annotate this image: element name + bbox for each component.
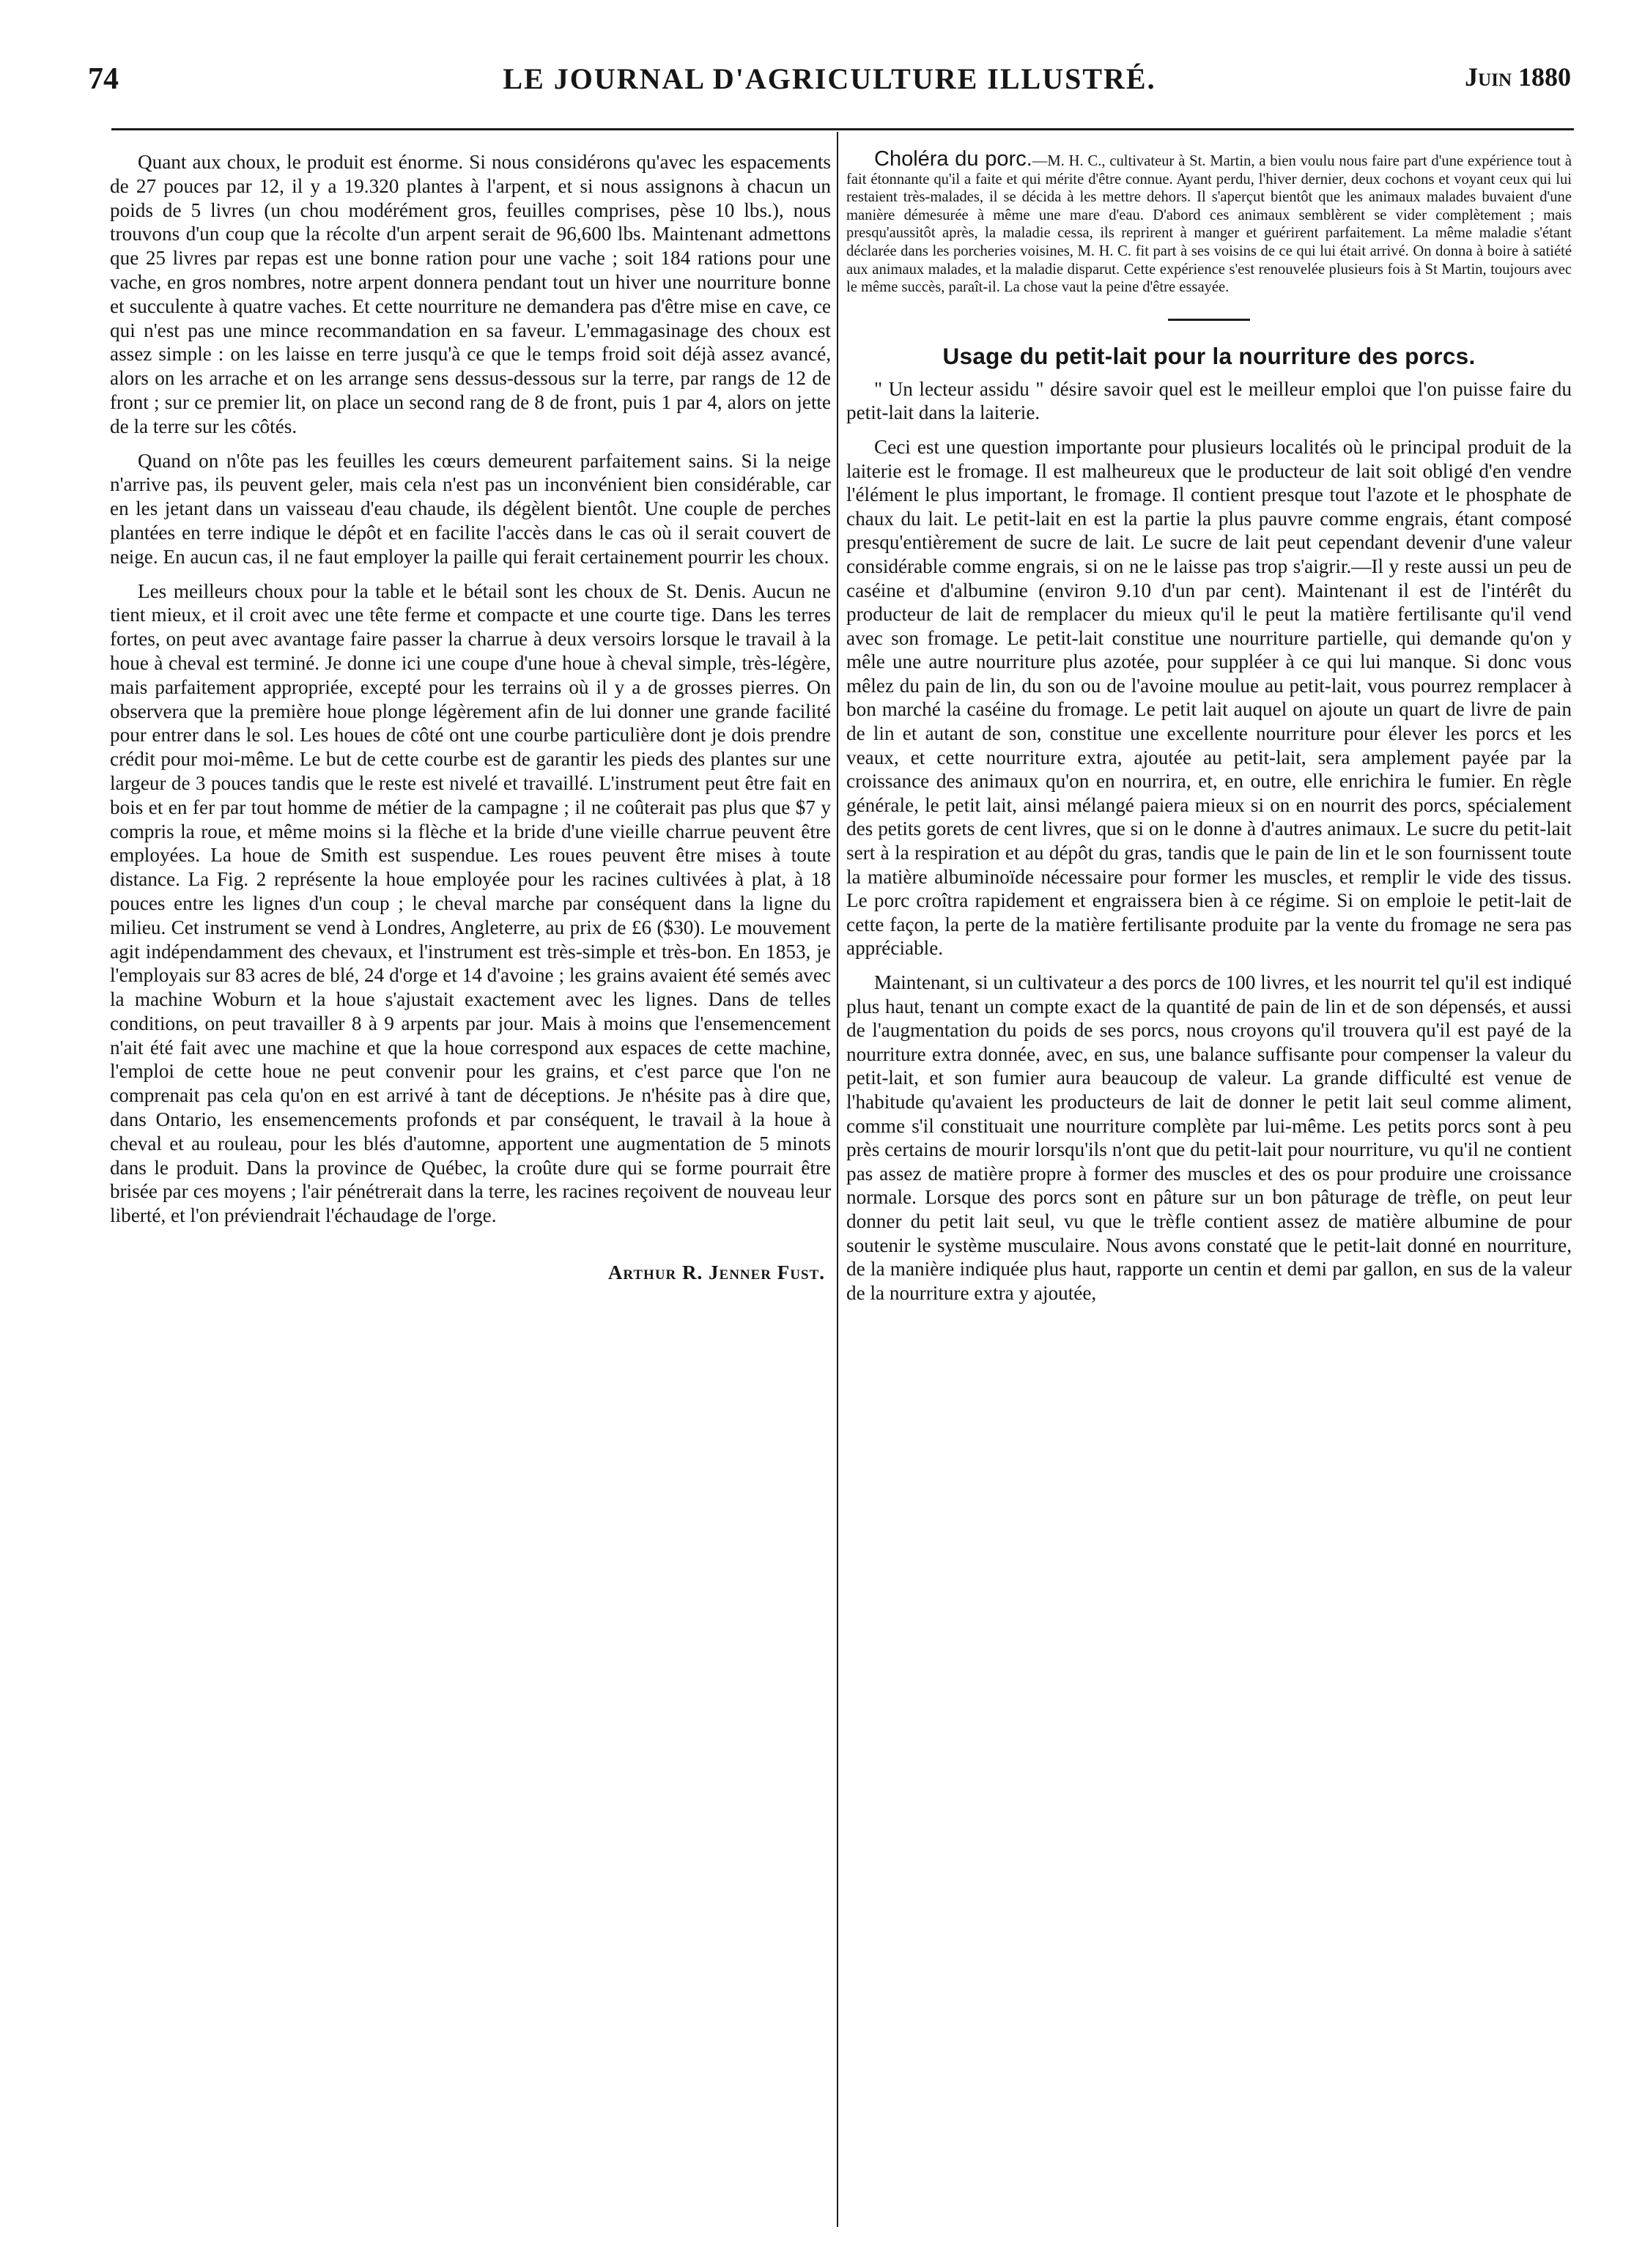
page-number: 74	[88, 62, 119, 96]
paragraph-cabbage-storage: Quand on n'ôte pas les feuilles les cœurs demeurent parfaitement sains. Si la neige n'arrive pas, ils peuvent geler, mais cela n'est pas un inconvénient bien considérable, car en les jetant dans un vaisseau d'eau chaude, ils dégèlent bientôt. Une couple de perches plantées en terre indique le dépôt et en facilite l'accès dans le cas où il serait couvert de neige. En aucun cas, il ne faut employer la paille qui ferait certainement pourrir les choux.	[110, 449, 831, 568]
journal-title: LE JOURNAL D'AGRICULTURE ILLUSTRÉ.	[503, 62, 1156, 95]
section-separator	[1168, 319, 1250, 321]
paragraph-cabbage-yield: Quant aux choux, le produit est énorme. Si nous considérons qu'avec les espacements de 27 pouces par 12, il y a 19.320 plantes à l'arpent, et si nous assignons à chacun un poids de 5 livres (un chou modérément gros, feuilles comprises, pèse 10 lbs.), nous trouvons d'un coup que la récolte d'un arpent serait de 96,600 lbs. Maintenant admettons que 25 livres par repas est une bonne ration pour une vache ; soit 184 rations pour une vache, en gros nombres, notre arpent donnera pendant tout un hiver une nourriture bonne et succulente à quatre vaches. Et cette nourriture ne demandera pas d'être mise en cave, ce qui n'est pas une mince recommandation en sa faveur. L'emmagasinage des choux est assez simple : on les laisse en terre jusqu'à ce que le temps froid soit déjà assez avancé, alors on les arrache et on les arrange sens dessus-dessous sur la terre, par rangs de 12 de front ; sur ce premier lit, on place un second rang de 8 de front, puis 1 par 4, alors on jette de la terre sur les côtés.	[110, 151, 831, 437]
author-signature: Arthur R. Jenner Fust.	[607, 1261, 825, 1284]
paragraph-whey-value: Ceci est une question importante pour plusieurs localités où le principal produit de la laiterie est le fromage. Il est malheureux que le producteur de lait soit obligé d'en vendre l'élément le plus important, le fromage. Il contient presque tout l'azote et le phosphate de chaux du lait. Le petit-lait en est la partie la plus pauvre comme engrais, étant composé presqu'entièrement de sucre de lait. Le sucre de lait peut cependant devenir d'une valeur considérable comme engrais, si on ne le laisse pas trop s'aigrir.—Il y reste aussi un peu de caséine et d'albumine (environ 9.10 d'un par cent). Maintenant il est de l'intérêt du producteur de lait de remplacer du mieux qu'il le peut la matière fertilisante qu'il vend avec son fromage. Le petit-lait constitue une nourriture partielle, qui demande qu'on y mêle une autre nourriture plus azotée, pour suppléer à ce qui lui manque. Si donc vous mêlez du pain de lin, du son ou de l'avoine moulue au petit-lait, vous pourrez remplacer à bon marché la caséine du fromage. Le petit lait auquel on ajoute un quart de livre de pain de lin et autant de son, constitue une excellente nourriture pour élever les porcs et les veaux, et cette nourriture extra, ajoutée au petit-lait, sera amplement payée par la croissance des animaux qu'on en nourrira, et, en outre, elle enrichira le fumier. En règle générale, le petit lait, ainsi mélangé paiera mieux si on en nourrit des porcs, spécialement des petits gorets de cent livres, que si on le donne à d'autres animaux. Le sucre du petit-lait sert à la respiration et au dépôt du gras, tandis que le pain de lin et le son fournissent toute la matière albuminoïde nécessaire pour former les muscles, et remplir le vide des tissus. Le porc croîtra rapidement et engraissera bien à ce régime. Si on emploie le petit-lait de cette façon, la perte de la matière fertilisante produite par la vente du fromage ne sera pas appréciable.	[846, 435, 1572, 960]
cholera-text: —M. H. C., cultivateur à St. Martin, a bien voulu nous faire part d'une expérience tout à fait étonnante qu'il a faite et qui mérite d'être connue. Ayant perdu, l'hiver dernier, deux cochons et voyant ceux qui lui restaient très-malades, il se décida à les mettre dehors. Il s'aperçut bientôt que les animaux malades buvaient d'une manière démesurée à même une mare d'eau. D'abord ces animaux semblèrent se vider complètement ; mais presqu'aussitôt après, la maladie cessa, ils reprirent à manger et guérirent parfaitement. La même maladie s'étant déclarée dans les porcheries voisines, M. H. C. fit part à ses voisins de ce qui lui était arrivé. On donna à boire à satiété aux animaux malades, et la maladie disparut. Cette expérience s'est renouvelée plusieurs fois à St Martin, toujours avec le même succès, paraît-il. La chose vaut la peine d'être essayée.	[846, 153, 1572, 296]
cholera-notice	[846, 150, 1572, 297]
header-rule	[111, 128, 1574, 130]
left-column	[110, 150, 831, 2172]
paragraph-horse-hoe: Les meilleurs choux pour la table et le bétail sont les choux de St. Denis. Aucun ne tient mieux, et il croit avec une tête ferme et compacte et une courte tige. Dans les terres fortes, on peut avec avantage faire passer la charrue à deux versoirs lorsque le travail à la houe à cheval est terminé. Je donne ici une coupe d'une houe à cheval simple, très-légère, mais parfaitement appropriée, excepté pour les terrains où il y a de grosses pierres. On observera que la première houe plonge légèrement afin de lui donner une grande facilité pour entrer dans le sol. Les houes de côté ont une courbe particulière dont je dois prendre crédit pour moi-même. Le but de cette courbe est de garantir les pieds des plantes sur une largeur de 3 pouces tandis que le reste est nivelé et travaillé. L'instrument peut être fait en bois et en fer par tout homme de métier de la campagne ; il ne coûterait pas plus que $7 y compris la roue, et même moins si la flèche et la bride d'une vieille charrue peuvent être employées. La houe de Smith est suspendue. Les roues peuvent être mises à toute distance. La Fig. 2 représente la houe employée pour les racines cultivées à plat, à 18 pouces entre les lignes d'un coup ; le cheval marche par conséquent dans la ligne du milieu. Cet instrument se vend à Londres, Angleterre, au prix de £6 ($30). Le mouvement agit indépendamment des chevaux, et l'instrument est très-simple et très-bon. En 1853, je l'employais sur 83 acres de blé, 24 d'orge et 14 d'avoine ; les grains avaient été semés avec la machine Woburn et la houe s'ajustait exactement avec les lignes. Dans de telles conditions, on peut travailler 8 à 9 arpents par jour. Mais à moins que l'ensemencement n'ait été fait avec une machine et que la houe correspond aux espaces de cette machine, l'emploi de cette houe ne peut convenir pour les grains, et c'est parce que l'on ne comprenait pas cela qu'on en est arrivé à tant de déceptions. Je n'hésite pas à dire que, dans Ontario, les ensemencements profonds et par conséquent, le travail à la houe à cheval et au rouleau, pour les blés d'automne, apportent une augmentation de 5 minots dans le produit. Dans la province de Québec, la croûte dure qui se forme pourrait être brisée par ces moyens ; l'air pénétrerait dans la terre, les racines reçoivent de nouveau leur liberté, et l'on préviendrait l'échaudage de l'orge.	[110, 579, 831, 1227]
article-heading: Usage du petit-lait pour la nourriture des porcs.	[942, 342, 1476, 369]
paragraph-reader-question: " Un lecteur assidu " désire savoir quel est le meilleur emploi que l'on puisse faire du petit-lait dans la laiterie.	[846, 377, 1572, 424]
right-column	[846, 150, 1572, 2253]
issue-date: Juin 1880	[1465, 62, 1571, 92]
paragraph-feeding-pigs: Maintenant, si un cultivateur a des porcs de 100 livres, et les nourrit tel qu'il est indiqué plus haut, tenant un compte exact de la quantité de pain de lin et de son dépensés, et aussi de l'augmentation du poids de ses porcs, nous croyons qu'il trouvera qu'il est payé de la nourriture extra donnée, avec, en sus, une balance suffisante pour compenser la valeur du petit-lait, et son fumier aura beaucoup de valeur. La grande difficulté est venue de l'habitude qu'avaient les producteurs de lait de donner le petit lait seul comme aliment, comme s'il constituait une nourriture complète par lui-même. Les petits porcs sont à peu près certains de mourir lorsqu'ils n'ont que du petit-lait pour nourriture, vu qu'il ne contient pas assez de matière propre à former des muscles et des os pour produire une croissance normale. Lorsque des porcs sont en pâture sur un bon pâturage de trèfle, on peut leur donner du petit lait seul, vu que le trèfle contient assez de matière albumine de pour soutenir le système musculaire. Nous avons constaté que le petit-lait donné en nourriture, de la manière indiquée plus haut, rapporte un centin et demi par gallon, en sus de la valeur de la nourriture extra y ajoutée,	[846, 971, 1572, 1304]
cholera-title: Choléra du porc.	[874, 150, 1032, 171]
running-header	[88, 62, 1571, 105]
column-divider	[837, 132, 838, 2227]
